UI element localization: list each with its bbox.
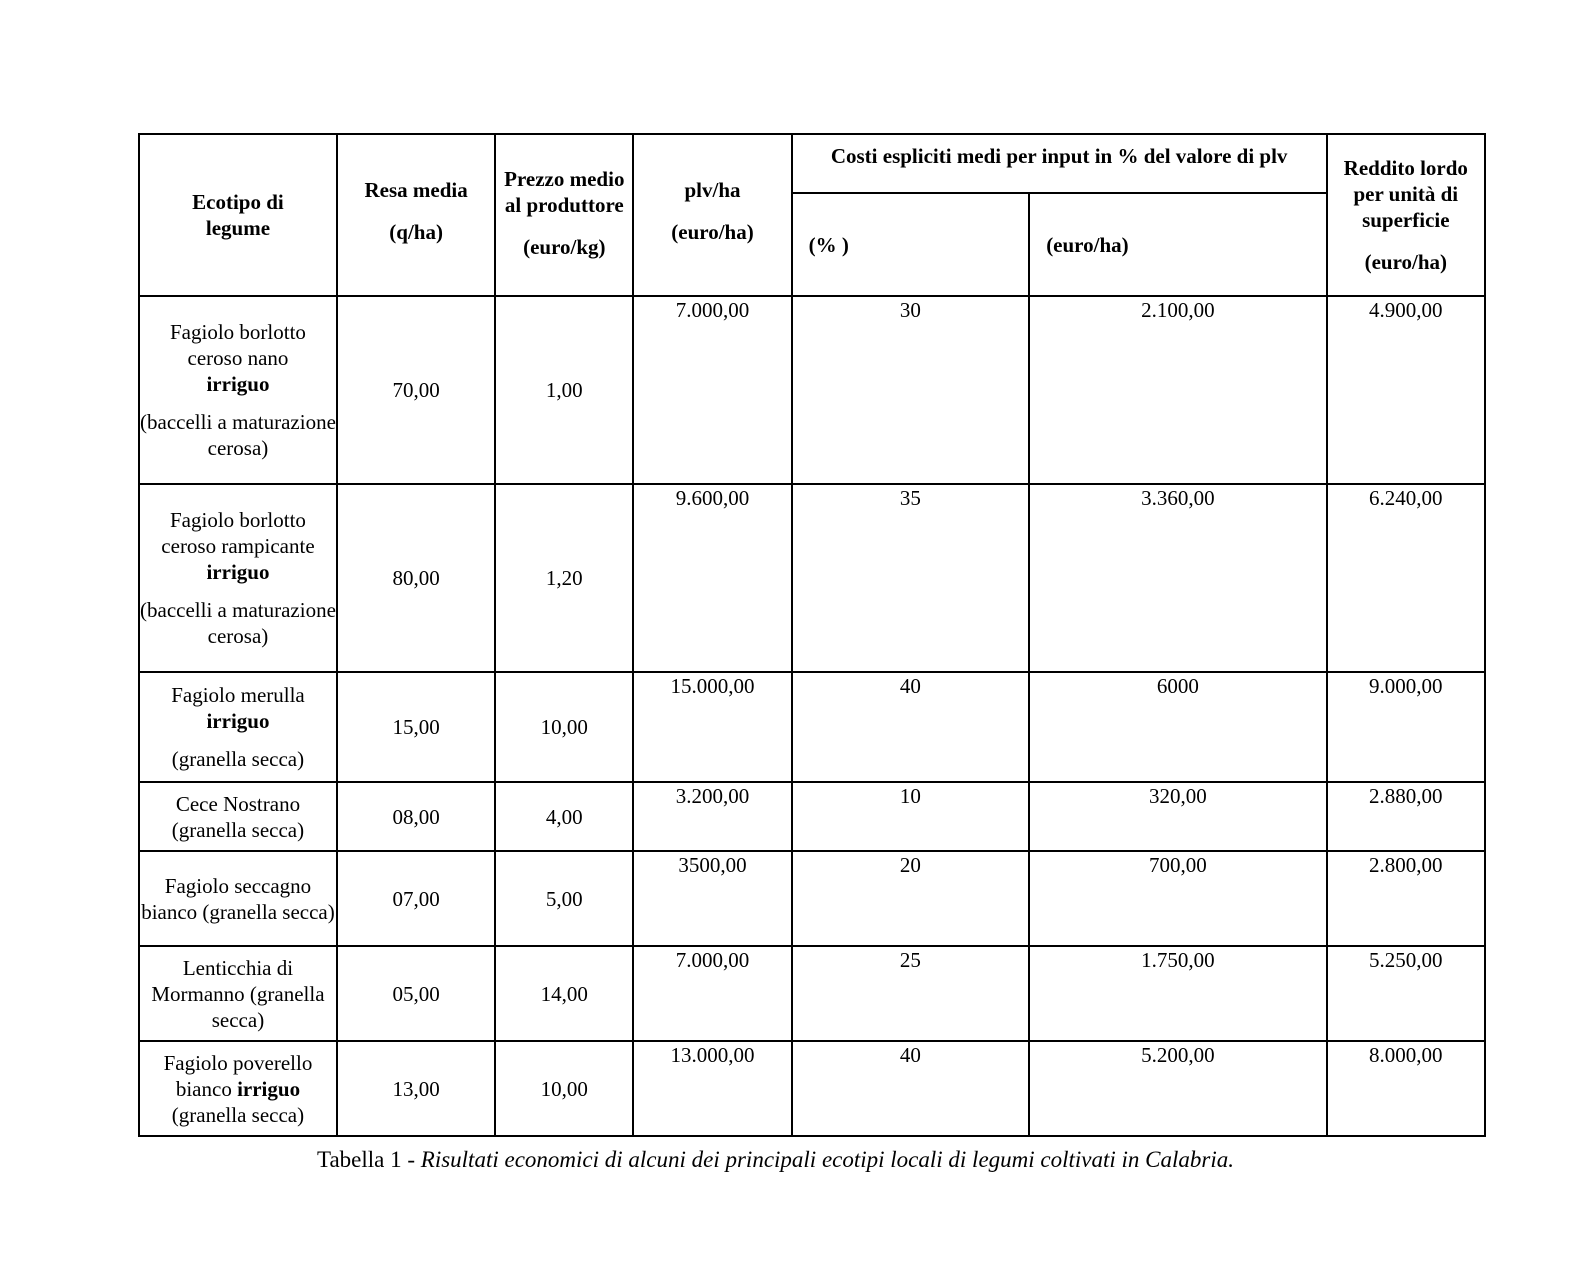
table-row bbox=[139, 1041, 1485, 1136]
header-ecotipo-label: Ecotipo di legume bbox=[192, 190, 284, 240]
cell-reddito: 6.240,00 bbox=[1327, 484, 1485, 672]
cell-reddito: 9.000,00 bbox=[1327, 672, 1485, 782]
cell-costi-pct: 40 bbox=[792, 1041, 1030, 1136]
cell-costi-euro: 6000 bbox=[1029, 672, 1326, 782]
ecotipo-note: (baccelli a maturazione cerosa) bbox=[140, 410, 336, 460]
header-costi-pct: (% ) bbox=[792, 193, 1030, 296]
header-reddito-label: Reddito lordo per unità di superficie bbox=[1343, 156, 1468, 232]
ecotipo-line: ceroso nano bbox=[187, 346, 289, 370]
cell-costi-pct: 30 bbox=[792, 296, 1030, 484]
header-costi-label: Costi espliciti medi per input in % del valore di plv bbox=[830, 144, 1288, 168]
cell-plv: 15.000,00 bbox=[633, 672, 791, 782]
header-resa-label: Resa media bbox=[364, 178, 468, 202]
cell-plv: 3500,00 bbox=[633, 851, 791, 946]
cell-plv: 13.000,00 bbox=[633, 1041, 791, 1136]
table-row bbox=[139, 296, 1485, 484]
cell-resa: 13,00 bbox=[337, 1041, 495, 1136]
ecotipo-bold: irriguo bbox=[237, 1076, 301, 1101]
ecotipo-note: (granella secca) bbox=[171, 747, 305, 771]
cell-costi-euro: 5.200,00 bbox=[1029, 1041, 1326, 1136]
ecotipo-line: ceroso rampicante bbox=[161, 534, 315, 558]
table-row bbox=[139, 946, 1485, 1041]
cell-ecotipo bbox=[139, 296, 337, 484]
cell-resa: 05,00 bbox=[337, 946, 495, 1041]
header-reddito bbox=[1327, 134, 1485, 296]
cell-ecotipo: Lenticchia di Mormanno (granella secca) bbox=[139, 946, 337, 1041]
ecotipo-bold: irriguo bbox=[206, 709, 270, 733]
caption-prefix: Tabella 1 - bbox=[317, 1147, 421, 1172]
cell-plv: 7.000,00 bbox=[633, 946, 791, 1041]
cell-costi-pct: 20 bbox=[792, 851, 1030, 946]
cell-costi-euro: 320,00 bbox=[1029, 782, 1326, 851]
cell-prezzo: 4,00 bbox=[495, 782, 633, 851]
ecotipo-line: Fagiolo borlotto bbox=[170, 508, 306, 532]
header-prezzo bbox=[495, 134, 633, 296]
cell-ecotipo bbox=[139, 484, 337, 672]
header-plv-unit: (euro/ha) bbox=[671, 220, 754, 244]
header-costi bbox=[792, 134, 1327, 193]
cell-ecotipo bbox=[139, 672, 337, 782]
caption-text: Risultati economici di alcuni dei principali ecotipi locali di legumi coltivati in Calabria. bbox=[420, 1147, 1234, 1172]
cell-reddito: 5.250,00 bbox=[1327, 946, 1485, 1041]
header-resa-unit: (q/ha) bbox=[389, 220, 443, 244]
cell-plv: 9.600,00 bbox=[633, 484, 791, 672]
cell-costi-euro: 2.100,00 bbox=[1029, 296, 1326, 484]
cell-ecotipo: Fagiolo seccagno bianco (granella secca) bbox=[139, 851, 337, 946]
cell-plv: 3.200,00 bbox=[633, 782, 791, 851]
header-costi-euro: (euro/ha) bbox=[1029, 193, 1326, 296]
ecotipo-line: Fagiolo borlotto bbox=[170, 320, 306, 344]
header-row bbox=[139, 134, 1485, 193]
cell-plv: 7.000,00 bbox=[633, 296, 791, 484]
table-caption bbox=[138, 1146, 1413, 1174]
header-prezzo-unit: (euro/kg) bbox=[523, 235, 606, 259]
cell-resa: 08,00 bbox=[337, 782, 495, 851]
cell-reddito: 8.000,00 bbox=[1327, 1041, 1485, 1136]
cell-prezzo: 10,00 bbox=[495, 1041, 633, 1136]
cell-reddito: 4.900,00 bbox=[1327, 296, 1485, 484]
cell-resa: 80,00 bbox=[337, 484, 495, 672]
header-reddito-unit: (euro/ha) bbox=[1364, 250, 1448, 274]
header-ecotipo bbox=[139, 134, 337, 296]
ecotipo-line: Fagiolo poverello bianco bbox=[163, 1050, 313, 1101]
cell-costi-euro: 3.360,00 bbox=[1029, 484, 1326, 672]
ecotipo-note: (baccelli a maturazione cerosa) bbox=[140, 598, 336, 648]
cell-prezzo: 1,20 bbox=[495, 484, 633, 672]
cell-costi-pct: 10 bbox=[792, 782, 1030, 851]
results-table bbox=[138, 133, 1486, 1137]
cell-costi-pct: 25 bbox=[792, 946, 1030, 1041]
cell-costi-pct: 35 bbox=[792, 484, 1030, 672]
cell-prezzo: 1,00 bbox=[495, 296, 633, 484]
ecotipo-line: Fagiolo merulla bbox=[171, 683, 305, 707]
header-plv bbox=[633, 134, 791, 296]
table-row bbox=[139, 484, 1485, 672]
cell-ecotipo bbox=[139, 1041, 337, 1136]
cell-reddito: 2.880,00 bbox=[1327, 782, 1485, 851]
cell-prezzo: 14,00 bbox=[495, 946, 633, 1041]
ecotipo-line: (granella secca) bbox=[171, 1102, 305, 1127]
cell-reddito: 2.800,00 bbox=[1327, 851, 1485, 946]
ecotipo-bold: irriguo bbox=[206, 560, 270, 584]
header-resa bbox=[337, 134, 495, 296]
cell-prezzo: 5,00 bbox=[495, 851, 633, 946]
cell-costi-euro: 1.750,00 bbox=[1029, 946, 1326, 1041]
cell-resa: 15,00 bbox=[337, 672, 495, 782]
header-prezzo-label: Prezzo medio al produttore bbox=[504, 167, 625, 217]
cell-costi-pct: 40 bbox=[792, 672, 1030, 782]
cell-ecotipo: Cece Nostrano (granella secca) bbox=[139, 782, 337, 851]
table-row bbox=[139, 672, 1485, 782]
cell-costi-euro: 700,00 bbox=[1029, 851, 1326, 946]
cell-prezzo: 10,00 bbox=[495, 672, 633, 782]
table-row bbox=[139, 782, 1485, 851]
cell-resa: 70,00 bbox=[337, 296, 495, 484]
cell-resa: 07,00 bbox=[337, 851, 495, 946]
ecotipo-bold: irriguo bbox=[206, 372, 270, 396]
header-plv-label: plv/ha bbox=[684, 178, 741, 202]
table-row bbox=[139, 851, 1485, 946]
